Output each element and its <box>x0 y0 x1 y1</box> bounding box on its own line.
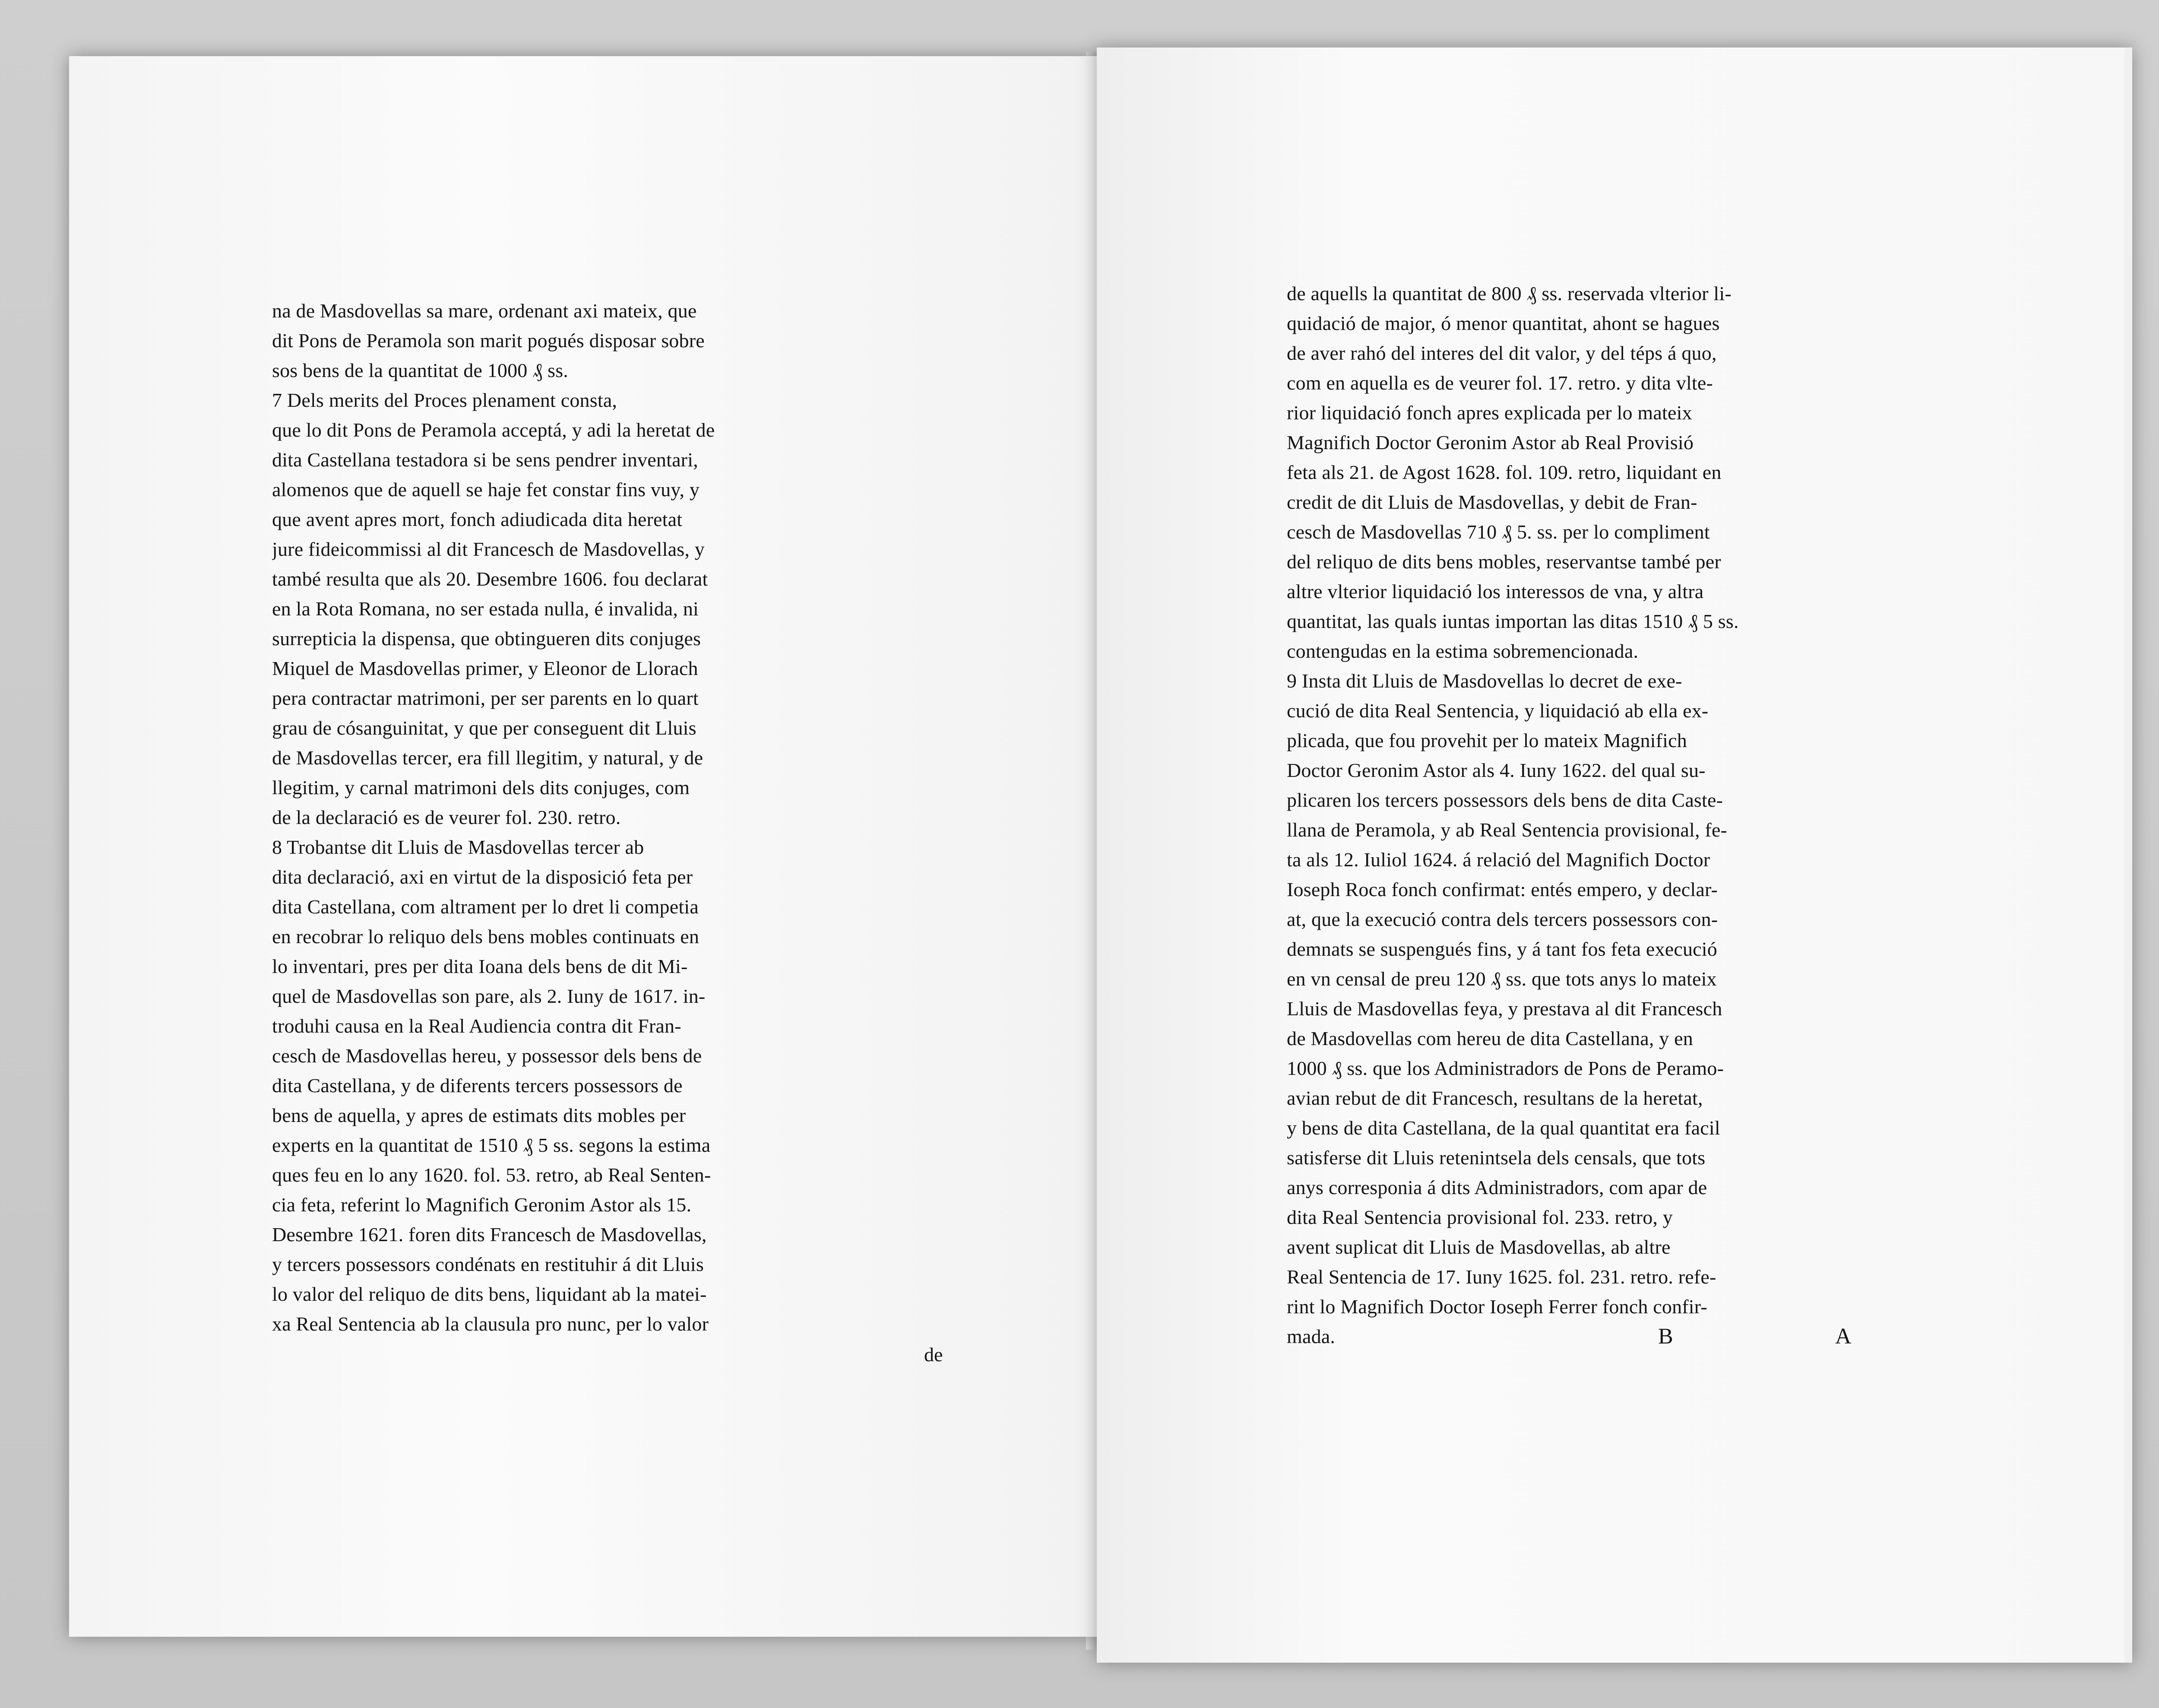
signature-mark-b: B <box>1658 1324 1673 1349</box>
text-line: 7 Dels merits del Proces plenament consta, <box>272 389 617 411</box>
text-line: també resulta que als 20. Desembre 1606. fou declarat <box>272 568 708 590</box>
text-line: y bens de dita Castellana, de la qual quantitat era facil <box>1287 1117 1720 1139</box>
text-line: 8 Trobantse dit Lluis de Masdovellas tercer ab <box>272 836 644 858</box>
text-line: cesch de Masdovellas hereu, y possessor dels bens de <box>272 1045 702 1067</box>
left-page <box>69 56 1097 1637</box>
text-line: contengudas en la estima sobremencionada. <box>1287 640 1639 662</box>
right-page <box>1097 48 2132 1663</box>
text-line: grau de cósanguinitat, y que per conseguent dit Lluis <box>272 717 696 739</box>
text-line: com en aquella es de veurer fol. 17. retro. y dita vlte- <box>1287 372 1713 394</box>
text-line: mada. <box>1287 1325 1336 1347</box>
text-line: lo inventari, pres per dita Ioana dels bens de dit Mi- <box>272 955 688 977</box>
text-line: surrepticia la dispensa, que obtingueren dits conjuges <box>272 627 701 650</box>
text-line: feta als 21. de Agost 1628. fol. 109. retro, liquidant en <box>1287 461 1722 483</box>
text-line: del reliquo de dits bens mobles, reservantse també per <box>1287 551 1721 573</box>
text-line: y tercers possessors condénats en restituhir á dit Lluis <box>272 1253 704 1275</box>
text-line: quantitat, las quals iuntas importan las ditas 1510 ₰ 5 ss. <box>1287 610 1739 632</box>
text-line: ta als 12. Iuliol 1624. á relació del Magnifich Doctor <box>1287 849 1710 871</box>
text-line: de Masdovellas com hereu de dita Castellana, y en <box>1287 1027 1693 1049</box>
text-line: dita Castellana testadora si be sens pendrer inventari, <box>272 449 698 471</box>
text-line: que lo dit Pons de Peramola acceptá, y adi la heretat de <box>272 419 715 441</box>
text-line: lo valor del reliquo de dits bens, liquidant ab la matei- <box>272 1283 707 1305</box>
text-line: na de Masdovellas sa mare, ordenant axi mateix, que <box>272 300 697 322</box>
text-line: altre vlterior liquidació los interessos de vna, y altra <box>1287 580 1704 602</box>
text-line: 9 Insta dit Lluis de Masdovellas lo decret de exe- <box>1287 670 1682 692</box>
text-line: satisferse dit Lluis retenintsela dels censals, que tots <box>1287 1147 1706 1169</box>
text-line: Magnifich Doctor Geronim Astor ab Real Provisió <box>1287 431 1694 453</box>
text-line: Miquel de Masdovellas primer, y Eleonor de Llorach <box>272 657 698 679</box>
text-line: Ioseph Roca fonch confirmat: entés empero, y declar- <box>1287 878 1718 900</box>
text-line: troduhi causa en la Real Audiencia contra dit Fran- <box>272 1015 681 1037</box>
left-page-text <box>272 296 976 1339</box>
text-line: ques feu en lo any 1620. fol. 53. retro, ab Real Senten- <box>272 1164 711 1186</box>
text-line: Desembre 1621. foren dits Francesch de Masdovellas, <box>272 1223 707 1245</box>
text-line: jure fideicommissi al dit Francesch de Masdovellas, y <box>272 538 705 560</box>
text-line: dita Castellana, com altrament per lo dret li competia <box>272 896 699 918</box>
text-line: quel de Masdovellas son pare, als 2. Iuny de 1617. in- <box>272 985 706 1007</box>
text-line: llana de Peramola, y ab Real Sentencia provisional, fe- <box>1287 819 1728 841</box>
right-page-text <box>1287 279 1986 1351</box>
text-line: plicada, que fou provehit per lo mateix Magnifich <box>1287 729 1687 751</box>
left-catchword: de <box>924 1344 943 1366</box>
text-line: 1000 ₰ ss. que los Administradors de Pons de Peramo- <box>1287 1057 1724 1079</box>
text-line: pera contractar matrimoni, per ser parents en lo quart <box>272 687 699 709</box>
text-line: xa Real Sentencia ab la clausula pro nunc, per lo valor <box>272 1313 709 1335</box>
text-line: Lluis de Masdovellas feya, y prestava al dit Francesch <box>1287 998 1722 1020</box>
text-line: anys corresponia á dits Administradors, com apar de <box>1287 1176 1707 1198</box>
text-line: dita Castellana, y de diferents tercers possessors de <box>272 1074 683 1096</box>
text-line: rior liquidació fonch apres explicada per lo mateix <box>1287 402 1692 424</box>
signature-mark-a: A <box>1835 1324 1852 1349</box>
text-line: que avent apres mort, fonch adiudicada dita heretat <box>272 508 683 530</box>
text-line: quidació de major, ó menor quantitat, ahont se hagues <box>1287 312 1720 334</box>
text-line: dita Real Sentencia provisional fol. 233. retro, y <box>1287 1206 1673 1228</box>
text-line: demnats se suspengués fins, y á tant fos feta execució <box>1287 938 1717 960</box>
text-line: at, que la execució contra dels tercers possessors con- <box>1287 908 1718 930</box>
text-line: cució de dita Real Sentencia, y liquidació ab ella ex- <box>1287 700 1709 722</box>
text-line: en la Rota Romana, no ser estada nulla, é invalida, ni <box>272 598 699 620</box>
text-line: en vn censal de preu 120 ₰ ss. que tots anys lo mateix <box>1287 968 1717 990</box>
text-line: llegitim, y carnal matrimoni dels dits conjuges, com <box>272 776 690 799</box>
text-line: dita declaració, axi en virtut de la disposició feta per <box>272 866 693 888</box>
text-line: sos bens de la quantitat de 1000 ₰ ss. <box>272 359 569 381</box>
text-line: cia feta, referint lo Magnifich Geronim Astor als 15. <box>272 1194 692 1216</box>
text-line: de la declaració es de veurer fol. 230. retro. <box>272 806 621 828</box>
text-line: dit Pons de Peramola son marit pogués disposar sobre <box>272 330 705 352</box>
text-line: avent suplicat dit Lluis de Masdovellas, ab altre <box>1287 1236 1671 1258</box>
text-line: de aquells la quantitat de 800 ₰ ss. reservada vlterior li- <box>1287 282 1732 304</box>
text-line: plicaren los tercers possessors dels bens de dita Caste- <box>1287 789 1723 811</box>
text-line: cesch de Masdovellas 710 ₰ 5. ss. per lo compliment <box>1287 521 1710 543</box>
text-line: bens de aquella, y apres de estimats dits mobles per <box>272 1104 686 1126</box>
text-line: Real Sentencia de 17. Iuny 1625. fol. 231. retro. refe- <box>1287 1266 1716 1288</box>
text-line: de Masdovellas tercer, era fill llegitim, y natural, y de <box>272 747 703 769</box>
text-line: alomenos que de aquell se haje fet constar fins vuy, y <box>272 478 700 501</box>
text-line: experts en la quantitat de 1510 ₰ 5 ss. segons la estima <box>272 1134 711 1156</box>
text-line: en recobrar lo reliquo dels bens mobles continuats en <box>272 925 700 947</box>
text-line: rint lo Magnifich Doctor Ioseph Ferrer fonch confir- <box>1287 1296 1707 1318</box>
text-line: Doctor Geronim Astor als 4. Iuny 1622. del qual su- <box>1287 759 1706 781</box>
text-line: avian rebut de dit Francesch, resultans de la heretat, <box>1287 1087 1703 1109</box>
text-line: credit de dit Lluis de Masdovellas, y debit de Fran- <box>1287 491 1697 513</box>
text-line: de aver rahó del interes del dit valor, y del téps á quo, <box>1287 342 1717 364</box>
